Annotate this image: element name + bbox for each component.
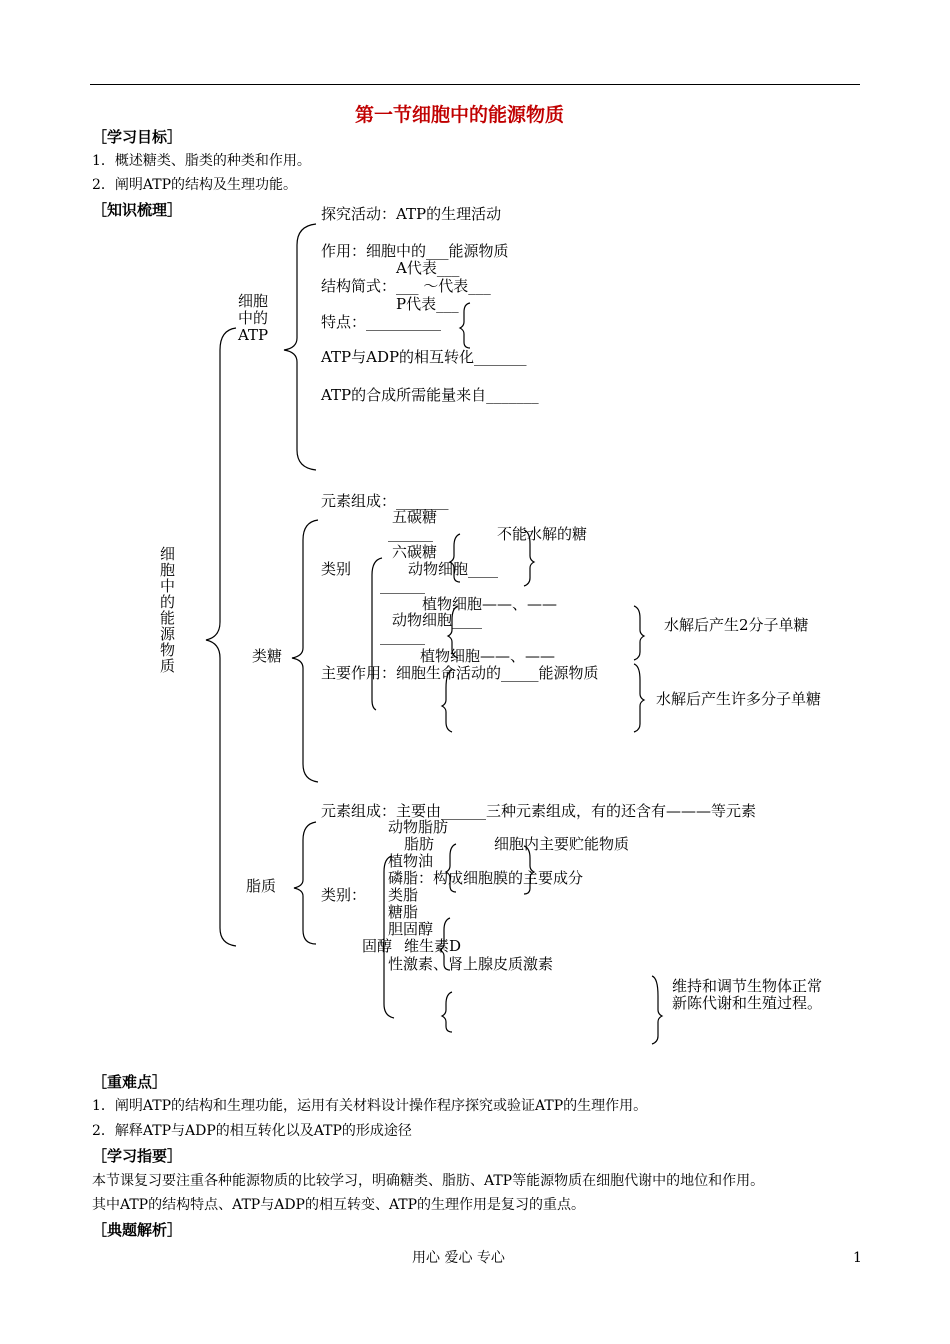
key-point-2: 2．解释ATP与ADP的相互转化以及ATP的形成途径 [92, 1123, 412, 1139]
mindmap-root-label: 细胞中的能源物质 [158, 546, 176, 674]
lipid-elements: 元素组成：主要由______三种元素组成，有的还含有———等元素 [321, 802, 757, 820]
lipid-plant-oil: 植物油 [388, 852, 434, 870]
lipid-sterol: 固醇 [362, 937, 393, 955]
sugar-blank-line-3: ______ [380, 627, 425, 645]
page-footer: 用心 爱心 专心 [412, 1250, 505, 1266]
heading-examples: ［典题解析］ [92, 1221, 183, 1239]
lipid-vitamin-d: 维生素D [404, 937, 462, 955]
lipid-sterol-role-line2: 新陈代谢和生殖过程。 [672, 994, 823, 1012]
sugar-hexose: 六碳糖 [392, 543, 438, 561]
heading-key-points: ［重难点］ [92, 1073, 168, 1091]
atp-conversion: ATP与ADP的相互转化_______ [321, 348, 527, 366]
atp-explore: 探究活动：ATP的生理活动 [321, 205, 502, 223]
sugar-disaccharide: 水解后产生2分子单糖 [664, 616, 809, 634]
sugar-elements: 元素组成：_______ [321, 492, 449, 510]
atp-label-line2: 中的 [238, 309, 269, 327]
atp-p-represents: P代表___ [396, 295, 459, 313]
atp-a-represents: A代表___ [396, 259, 460, 277]
sugar-pentose: 五碳糖 [392, 508, 438, 526]
atp-role: 作用：细胞中的___能源物质 [321, 242, 509, 260]
sugar-blank-line-2: ______ [380, 576, 425, 594]
page-number: 1 [853, 1250, 862, 1266]
lipid-fat-role: 细胞内主要贮能物质 [494, 835, 630, 853]
key-point-1: 1．阐明ATP的结构和生理功能，运用有关材料设计操作程序探究或验证ATP的生理作用。 [92, 1098, 648, 1114]
lipid-hormones: 性激素、肾上腺皮质激素 [388, 955, 554, 973]
lipid-sterol-role-line1: 维持和调节生物体正常 [672, 977, 823, 995]
study-guide-line-2: 其中ATP的结构特点、ATP与ADP的相互转变、ATP的生理作用是复习的重点。 [92, 1197, 586, 1213]
sugar-blank-line-1: ______ [388, 524, 433, 542]
sugar-plant-cell-2: 植物细胞——、—— [420, 647, 556, 665]
sugar-polysaccharide: 水解后产生许多分子单糖 [656, 690, 822, 708]
lipid-animal-fat: 动物脂肪 [388, 818, 449, 836]
sugar-animal-cell-2: 动物细胞____ [392, 611, 483, 629]
sugar-category: 类别 [321, 560, 352, 578]
sugar-label: 类糖 [252, 647, 283, 665]
lipid-fat: 脂肪 [404, 835, 435, 853]
sugar-main-role: 主要作用：细胞生命活动的_____能源物质 [321, 664, 599, 682]
atp-label-line3: ATP [238, 326, 269, 344]
atp-energy-source: ATP的合成所需能量来自_______ [321, 386, 539, 404]
heading-knowledge: ［知识梳理］ [92, 201, 183, 219]
objective-1: 1．概述糖类、脂类的种类和作用。 [92, 153, 311, 169]
heading-study-guide: ［学习指要］ [92, 1147, 183, 1165]
heading-objectives: ［学习目标］ [92, 128, 183, 146]
lipid-category: 类别： [321, 886, 367, 904]
sugar-animal-cell-1: 动物细胞____ [408, 560, 499, 578]
lipid-glycolipid: 糖脂 [388, 903, 419, 921]
lipid-phospholipid: 磷脂：构成细胞膜的主要成分 [388, 869, 584, 887]
page-title: 第一节细胞中的能源物质 [355, 104, 565, 126]
lipid-label: 脂质 [246, 877, 277, 895]
atp-label-line1: 细胞 [238, 292, 269, 310]
atp-feature: 特点：__________ [321, 313, 442, 331]
lipid-lipoid: 类脂 [388, 886, 419, 904]
objective-2: 2．阐明ATP的结构及生理功能。 [92, 177, 298, 193]
sugar-plant-cell-1: 植物细胞——、—— [422, 595, 558, 613]
study-guide-line-1: 本节课复习要注重各种能源物质的比较学习，明确糖类、脂肪、ATP等能源物质在细胞代谢中的地位和作用。 [92, 1173, 765, 1189]
sugar-non-hydrolyzable: 不能水解的糖 [497, 525, 588, 543]
lipid-cholesterol: 胆固醇 [388, 920, 434, 938]
atp-structure: 结构简式：___ ～代表___ [321, 277, 491, 295]
